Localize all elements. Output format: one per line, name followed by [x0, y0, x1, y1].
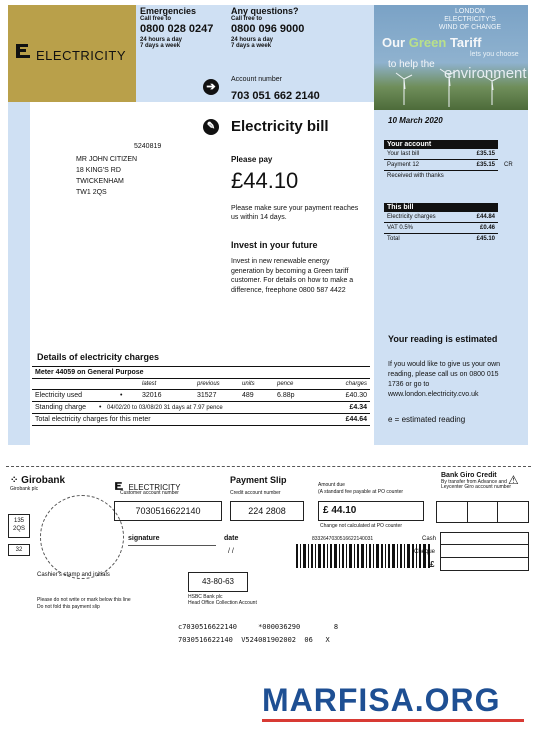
col-header: pence [277, 381, 294, 387]
eco-line-1: LONDON [455, 8, 485, 15]
hsbc-line: HSBC Bank plc [188, 594, 223, 600]
amount-due: £44.10 [231, 168, 299, 193]
cash-label: Cash [422, 536, 437, 542]
reading-title: Your reading is estimated [388, 334, 498, 344]
cheque-label: Cheque [414, 549, 436, 555]
col-header: charges [345, 381, 367, 387]
customer-address [76, 154, 137, 198]
row-label: Standing charge [35, 404, 86, 411]
giro-box[interactable] [498, 501, 529, 523]
arrow-right-icon: ➔ [203, 79, 219, 95]
side-numbers [8, 514, 30, 556]
pen-icon: ✎ [203, 119, 219, 135]
watermark-underline [262, 719, 524, 722]
eco-tariff: Tariff [449, 35, 482, 50]
girobank-logo [10, 475, 65, 492]
watermark-text: MARFISA.ORG [262, 682, 501, 718]
eco-green: Green [408, 35, 447, 50]
account-row [384, 149, 498, 160]
meter-label: Meter 44059 on General Purpose [32, 366, 370, 379]
questions-number: 0800 096 9000 [231, 23, 305, 35]
slip-note: Please do not write or mark below this line [37, 597, 131, 603]
slip-brand-name: ELECTRICITY [128, 483, 181, 492]
bill-row [384, 234, 498, 244]
table-row [32, 413, 370, 426]
account-row-extra: CR [504, 162, 513, 168]
date-slots[interactable]: / / [228, 548, 234, 555]
account-row [384, 160, 513, 171]
bill-row-value: £44.84 [476, 214, 495, 220]
signature-label: signature [128, 535, 160, 542]
table-row [32, 401, 370, 413]
amount-sub: (A standard fee payable at PO counter [318, 489, 404, 495]
electricity-logo-icon [14, 42, 32, 60]
eco-lets: lets you choose [470, 51, 519, 58]
eco-our: Our [382, 35, 406, 50]
bill-row-label: Electricity charges [387, 214, 436, 220]
emergencies-hours-2: 7 days a week [140, 43, 181, 49]
standing-desc: 04/02/20 to 03/08/20 31 days at 7.97 pence [107, 405, 223, 411]
bill-row-label: VAT 0.5% [387, 225, 414, 231]
questions-sub: Call free to [231, 16, 263, 22]
eco-help: to help the [388, 59, 435, 70]
questions-hours-2: 7 days a week [231, 43, 272, 49]
giro-box[interactable] [468, 501, 499, 523]
questions-title: Any questions? [231, 6, 299, 16]
cell: £40.30 [345, 392, 367, 399]
questions-block [231, 6, 341, 49]
customer-number-field[interactable]: 7030516622140 [114, 501, 222, 521]
pound-label: £ [430, 560, 435, 569]
barcode-icon [296, 544, 435, 569]
slip-notes [37, 597, 131, 611]
girobank-icon: ⁘ [10, 475, 19, 486]
giro-symbol-icon: ⚠ [508, 473, 519, 487]
girobank-sub: Girobank plc [10, 486, 39, 492]
customer-ref: 5240819 [134, 143, 162, 150]
micr-line-2: 7030516622140 V524081902002 06 X [178, 636, 330, 644]
hsbc-info [188, 594, 257, 606]
cashier-label: Cashier's stamp and initials [37, 572, 110, 578]
charges-table [32, 366, 370, 426]
emergencies-sub: Call free to [140, 16, 172, 22]
emergencies-number: 0800 028 0247 [140, 23, 214, 35]
left-margin-band [8, 102, 30, 445]
address-line: TWICKENHAM [76, 178, 124, 185]
green-tariff-banner [374, 5, 528, 110]
emergencies-block [140, 6, 230, 49]
total-field[interactable] [440, 558, 529, 571]
bank-giro-sub-line: By transfer from Advance and [441, 479, 507, 485]
cell: 489 [242, 392, 254, 399]
invest-text: Invest in new renewable energy generation by becoming a Green tariff customer. For details on how to make a difference, freephone 0800 587 4422 [231, 258, 354, 294]
side-number: 135 [13, 518, 24, 524]
cell: 31527 [197, 392, 217, 399]
estimated-note: e = estimated reading [388, 415, 466, 424]
bill-row [384, 212, 498, 223]
account-row-value: £35.15 [476, 162, 495, 168]
bank-giro-sub-line: Leycenter Giro account number [441, 484, 512, 490]
this-bill-table [384, 203, 498, 244]
side-number: 2QS [12, 526, 25, 532]
cell: 6.88p [277, 392, 295, 399]
hsbc-line: Head Office Collection Account [188, 600, 257, 606]
cash-field[interactable] [440, 532, 529, 545]
payment-slip-title: Payment Slip [230, 475, 287, 485]
this-bill-header: This bill [384, 203, 498, 212]
address-line: MR JOHN CITIZEN [76, 156, 138, 163]
credit-number-field[interactable]: 224 2808 [230, 501, 304, 521]
col-header: previous [197, 381, 220, 387]
tear-line [6, 466, 531, 467]
bill-title: Electricity bill [231, 118, 329, 135]
payment-note: Please make sure your payment reaches us within 14 days. [231, 205, 359, 221]
change-note: Change not calculated at PO counter [320, 523, 402, 529]
amount-field[interactable]: £ 44.10 [318, 501, 424, 521]
invest-title: Invest in your future [231, 240, 318, 250]
bill-date: 10 March 2020 [388, 116, 443, 125]
side-number: 32 [8, 544, 30, 556]
brand-name: ELECTRICITY [36, 48, 127, 63]
bank-giro-title: Bank Giro Credit [441, 472, 497, 479]
bullet-icon: • [120, 392, 123, 399]
bill-row-value: £0.46 [479, 225, 495, 231]
eco-heading [420, 8, 520, 32]
eco-tagline [382, 35, 482, 50]
total-value: £44.64 [345, 416, 367, 423]
micr-line-1: c7030516622140 *000036290 8 [178, 623, 339, 631]
girobank-name: Girobank [21, 475, 66, 486]
eco-line-3: WIND OF CHANGE [438, 24, 502, 31]
your-account-header: Your account [384, 140, 498, 149]
please-pay-label: Please pay [231, 155, 273, 164]
giro-boxes [436, 501, 529, 523]
account-row-label: Your last bill [387, 151, 420, 157]
cell: 32016 [142, 392, 162, 399]
amount-label: Amount due [318, 482, 345, 488]
received-note: Received with thanks [387, 173, 444, 179]
stamp-circle [40, 495, 124, 579]
address-line: TW1 2QS [76, 189, 107, 196]
address-line: 18 KING'S RD [76, 167, 121, 174]
col-header: units [242, 381, 255, 387]
emergencies-hours-1: 24 hours a day [140, 37, 183, 43]
emergencies-title: Emergencies [140, 6, 197, 16]
credit-label: Credit account number [230, 490, 281, 496]
date-label: date [224, 535, 239, 542]
sort-code-field: 43-80-63 [188, 572, 248, 592]
row-label: Electricity used [35, 392, 83, 399]
cheque-field[interactable] [440, 545, 529, 558]
giro-box[interactable] [436, 501, 468, 523]
bill-row-value: £45.10 [476, 236, 495, 242]
barcode-number: 8332647030516622140031 [312, 536, 374, 542]
bill-row [384, 223, 498, 234]
account-row-value: £35.15 [476, 151, 495, 157]
slip-note: Do not fold this payment slip [37, 604, 100, 610]
customer-label: Customer account number [120, 490, 179, 496]
account-label: Account number [231, 76, 282, 83]
row-label: Total electricity charges for this meter [35, 416, 151, 423]
eco-line-2: ELECTRICITY'S [444, 16, 496, 23]
standing-value: £4.34 [349, 404, 367, 411]
charges-header-row [32, 379, 370, 389]
details-title: Details of electricity charges [37, 352, 160, 362]
table-row [32, 389, 370, 401]
watermark [262, 682, 501, 719]
account-number: 703 051 662 2140 [231, 90, 320, 102]
bill-row-label: Total [387, 236, 400, 242]
your-account-table [384, 140, 513, 181]
eco-environment: environment [444, 65, 527, 82]
questions-hours-1: 24 hours a day [231, 37, 274, 43]
account-row-label: Payment 12 [387, 162, 420, 168]
reading-text: If you would like to give us your own reading, please call us on 0800 015 1736 or go to www.london.electricity.cvo.uk [388, 361, 501, 398]
bank-giro-sub [441, 480, 511, 490]
bullet-icon: • [99, 404, 102, 411]
col-header: latest [142, 381, 157, 387]
signature-line[interactable] [128, 545, 216, 546]
